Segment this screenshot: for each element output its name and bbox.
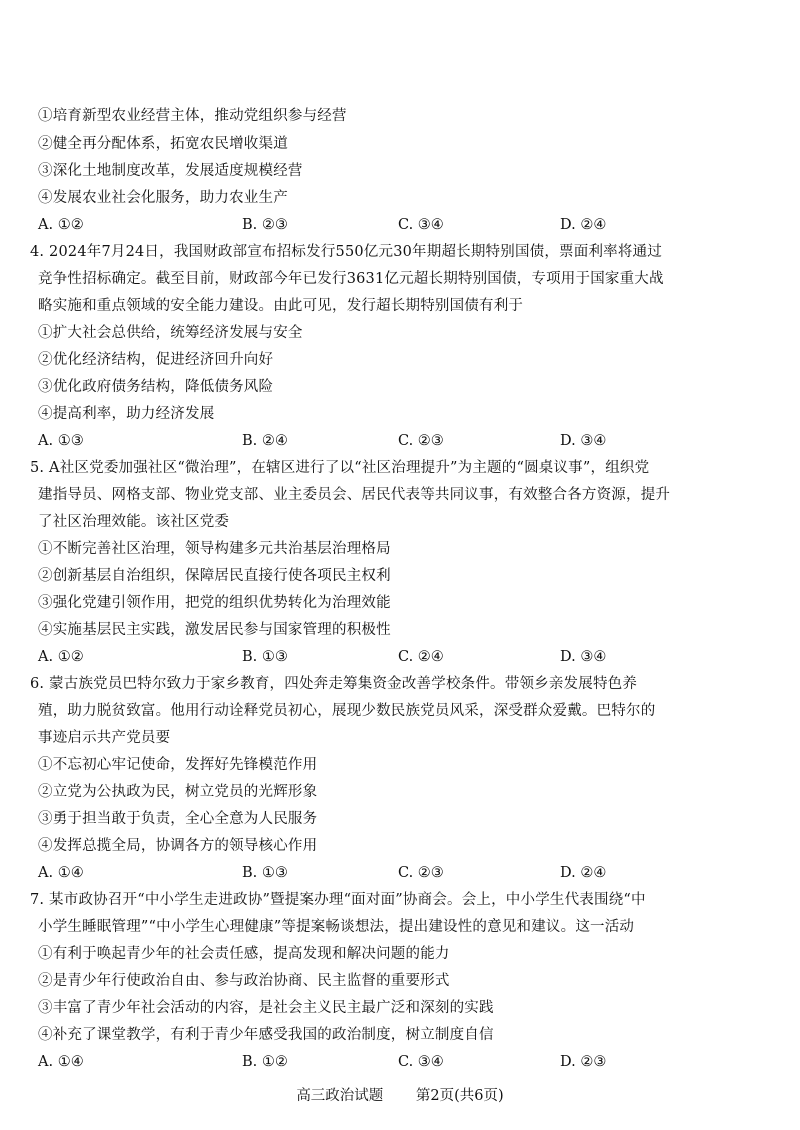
q4-option-2: ②优化经济结构，促进经济回升向好 xyxy=(38,352,274,368)
q7-answer-b: B. ①② xyxy=(242,1054,288,1070)
q6-stem-line-1: 6. 蒙古族党员巴特尔致力于家乡教育，四处奔走筹集资金改善学校条件。带领乡亲发展特色养 xyxy=(30,676,638,692)
q5-option-3: ③强化党建引领作用，把党的组织优势转化为治理效能 xyxy=(38,595,391,611)
q4-answers xyxy=(38,431,764,451)
q6-answer-b: B. ①③ xyxy=(242,865,288,881)
q5-option-1: ①不断完善社区治理，领导构建多元共治基层治理格局 xyxy=(38,541,391,557)
q4-option-3: ③优化政府债务结构，降低债务风险 xyxy=(38,379,274,395)
q3-option-2: ②健全再分配体系，拓宽农民增收渠道 xyxy=(38,136,288,152)
q3-option-3: ③深化土地制度改革，发展适度规模经营 xyxy=(38,163,303,179)
q3-answers xyxy=(38,215,764,235)
q6-option-4: ④发挥总揽全局，协调各方的领导核心作用 xyxy=(38,838,318,854)
q7-answers xyxy=(38,1052,764,1072)
q6-answer-a: A. ①④ xyxy=(38,865,84,881)
q5-stem-line-3: 了社区治理效能。该社区党委 xyxy=(38,514,230,530)
q7-option-2: ②是青少年行使政治自由、参与政治协商、民主监督的重要形式 xyxy=(38,973,450,989)
q5-stem-line-2: 建指导员、网格支部、物业党支部、业主委员会、居民代表等共同议事，有效整合各方资源，提升 xyxy=(38,487,671,503)
q6-option-1: ①不忘初心牢记使命，发挥好先锋模范作用 xyxy=(38,757,318,773)
q3-answer-d: D. ②④ xyxy=(560,217,607,233)
q5-answer-a: A. ①② xyxy=(38,649,84,665)
q3-answer-b: B. ②③ xyxy=(242,217,288,233)
q6-answer-d: D. ②④ xyxy=(560,865,607,881)
q4-option-1: ①扩大社会总供给，统筹经济发展与安全 xyxy=(38,325,303,341)
q3-option-1: ①培育新型农业经营主体，推动党组织参与经营 xyxy=(38,108,347,124)
q7-stem-line-1: 7. 某市政协召开“中小学生走进政协”暨提案办理“面对面”协商会。会上，中小学生代表围绕“中 xyxy=(30,892,646,908)
q6-option-2: ②立党为公执政为民，树立党员的光辉形象 xyxy=(38,784,318,800)
q5-answer-c: C. ②④ xyxy=(398,649,444,665)
q5-answers xyxy=(38,647,764,667)
q4-stem-line-2: 竞争性招标确定。截至目前，财政部今年已发行3631亿元超长期特别国债，专项用于国家重大战 xyxy=(38,271,664,287)
q5-answer-d: D. ③④ xyxy=(560,649,607,665)
q4-answer-d: D. ③④ xyxy=(560,433,607,449)
footer-subject: 高三政治试题 xyxy=(296,1088,384,1104)
q7-option-3: ③丰富了青少年社会活动的内容，是社会主义民主最广泛和深刻的实践 xyxy=(38,1000,494,1016)
q5-option-4: ④实施基层民主实践，激发居民参与国家管理的积极性 xyxy=(38,622,391,638)
q7-answer-a: A. ①④ xyxy=(38,1054,84,1070)
q3-answer-a: A. ①② xyxy=(38,217,84,233)
q6-option-3: ③勇于担当敢于负责，全心全意为人民服务 xyxy=(38,811,318,827)
q5-stem-line-1: 5. A社区党委加强社区“微治理”，在辖区进行了以“社区治理提升”为主题的“圆桌议事”，组织党 xyxy=(30,460,650,476)
q4-answer-a: A. ①③ xyxy=(38,433,84,449)
q4-stem-line-3: 略实施和重点领域的安全能力建设。由此可见，发行超长期特别国债有利于 xyxy=(38,298,524,314)
q6-answer-c: C. ②③ xyxy=(398,865,444,881)
q4-stem-line-1: 4. 2024年7月24日，我国财政部宣布招标发行550亿元30年期超长期特别国债，票面利率将通过 xyxy=(30,244,662,260)
page-footer xyxy=(0,1086,800,1106)
q4-answer-c: C. ②③ xyxy=(398,433,444,449)
q5-option-2: ②创新基层自治组织，保障居民直接行使各项民主权利 xyxy=(38,568,391,584)
q6-stem-line-2: 殖，助力脱贫致富。他用行动诠释党员初心，展现少数民族党员风采，深受群众爱戴。巴特尔的 xyxy=(38,703,656,719)
q6-stem-line-3: 事迹启示共产党员要 xyxy=(38,730,171,746)
q4-option-4: ④提高利率，助力经济发展 xyxy=(38,406,215,422)
q7-answer-c: C. ③④ xyxy=(398,1054,444,1070)
q6-answers xyxy=(38,863,764,883)
q7-option-4: ④补充了课堂教学，有利于青少年感受我国的政治制度，树立制度自信 xyxy=(38,1027,494,1043)
q4-answer-b: B. ②④ xyxy=(242,433,288,449)
q3-option-4: ④发展农业社会化服务，助力农业生产 xyxy=(38,190,288,206)
footer-page-number: 第2页(共6页) xyxy=(415,1088,504,1104)
q7-answer-d: D. ②③ xyxy=(560,1054,607,1070)
q7-option-1: ①有利于唤起青少年的社会责任感，提高发现和解决问题的能力 xyxy=(38,946,450,962)
q5-answer-b: B. ①③ xyxy=(242,649,288,665)
q3-answer-c: C. ③④ xyxy=(398,217,444,233)
q7-stem-line-2: 小学生睡眠管理”“中小学生心理健康”等提案畅谈想法，提出建设性的意见和建议。这一活动 xyxy=(38,919,635,935)
